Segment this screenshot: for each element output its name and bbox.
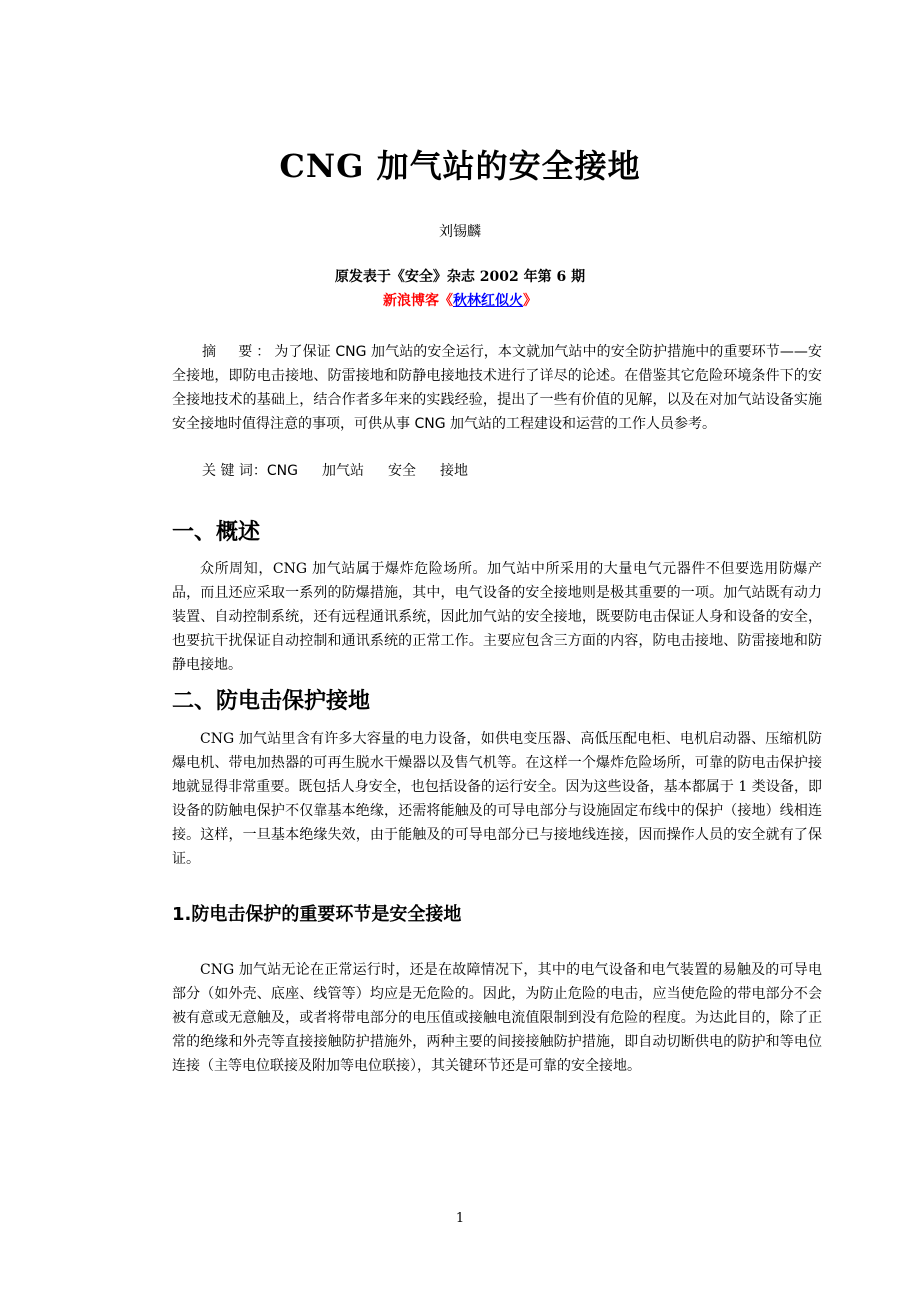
- keywords-line: [202, 459, 492, 483]
- subsection-grounding-paragraph: CNG 加气站无论在正常运行时，还是在故障情况下，其中的电气设备和电气装置的易触及的可导电部分（如外壳、底座、线管等）均应是无危险的。因此，为防止危险的电击，应当使危险的带电部分不会被有意或无意触及，或者将带电部分的电压值或接触电流值限制到没有危险的程度。为达此目的，除了正常的绝缘和外壳等直接接触防护措施外，两种主要的间接接触防护措施，即自动切断供电的防护和等电位连接（主等电位联接及附加等电位联接），其关键环节还是可靠的安全接地。: [172, 962, 822, 1074]
- page-number: 1: [455, 1211, 465, 1226]
- blog-suffix: 》: [523, 293, 537, 309]
- section-heading-overview: 一、概述: [172, 520, 261, 545]
- blog-prefix: 新浪博客《: [383, 293, 453, 309]
- section-heading-shock-protection: 二、防电击保护接地: [172, 689, 371, 714]
- keyword: 接地: [440, 463, 469, 479]
- abstract-label: 摘 要：: [202, 344, 275, 360]
- keyword: 安全: [388, 463, 417, 479]
- keyword: 加气站: [322, 463, 365, 479]
- keyword: CNG: [266, 463, 299, 479]
- keywords-label: 关 键 词：: [202, 463, 267, 479]
- publication-info: 原发表于《安全》杂志 2002 年第 6 期: [334, 269, 586, 285]
- blog-source: [0, 291, 920, 311]
- document-title: CNG 加气站的安全接地: [279, 147, 641, 185]
- author-name: 刘锡麟: [439, 224, 481, 240]
- section-shock-protection-paragraph: CNG 加气站里含有许多大容量的电力设备，如供电变压器、高低压配电柜、电机启动器、压缩机防爆电机、带电加热器的可再生脱水干燥器以及售气机等。在这样一个爆炸危险场所，可靠的防电击保护接地就显得非常重要。既包括人身安全，也包括设备的运行安全。因为这些设备，基本都属于 1 类设备，即设备的防触电保护不仅靠基本绝缘，还需将能触及的可导电部分与设施固定布线中的保护（接地）线相连接。这样，一旦基本绝缘失效，由于能触及的可导电部分已与接地线连接，因而操作人员的安全就有了保证。: [172, 731, 822, 867]
- section-overview-paragraph: 众所周知，CNG 加气站属于爆炸危险场所。加气站中所采用的大量电气元器件不但要选用防爆产品，而且还应采取一系列的防爆措施，其中，电气设备的安全接地则是极其重要的一项。加气站既有动力装置、自动控制系统，还有远程通讯系统，因此加气站的安全接地，既要防电击保证人身和设备的安全，也要抗干扰保证自动控制和通讯系统的正常工作。主要应包含三方面的内容，防电击接地、防雷接地和防静电接地。: [172, 561, 822, 673]
- blog-link[interactable]: 秋林红似火: [453, 293, 523, 309]
- abstract: [172, 340, 822, 436]
- subsection-heading-grounding: 1.防电击保护的重要环节是安全接地: [172, 904, 462, 925]
- abstract-text: 为了保证 CNG 加气站的安全运行，本文就加气站中的安全防护措施中的重要环节——安全接地，即防电击接地、防雷接地和防静电接地技术进行了详尽的论述。在借鉴其它危险环境条件下的安全接地技术的基础上，结合作者多年来的实践经验，提出了一些有价值的见解，以及在对加气站设备实施安全接地时值得注意的事项，可供从事 CNG 加气站的工程建设和运营的工作人员参考。: [172, 344, 823, 432]
